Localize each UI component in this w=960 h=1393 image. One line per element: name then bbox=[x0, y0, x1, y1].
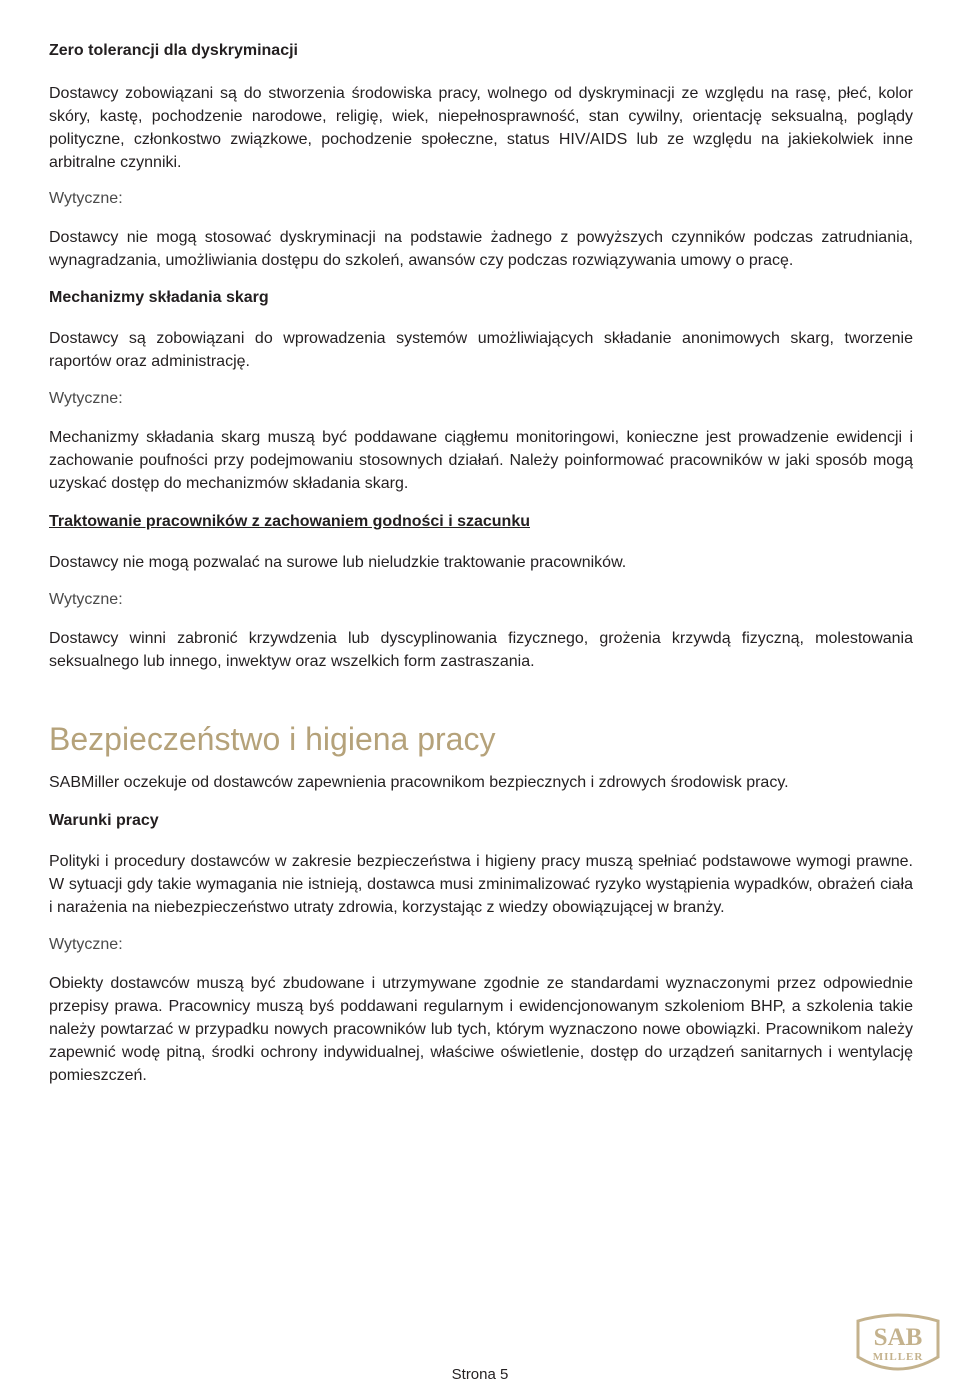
paragraph-complaints: Dostawcy są zobowiązani do wprowadzenia systemów umożliwiających składanie anonimowych skarg, tworzenie raportów oraz administrację. bbox=[49, 330, 913, 370]
logo-wordmark-sub: MILLER bbox=[872, 1351, 924, 1363]
paragraph-discrimination: Dostawcy zobowiązani są do stworzenia środowiska pracy, wolnego od dyskryminacji ze względu na rasę, płeć, kolor skóry, kastę, pochodzenie narodowe, religię, wiek, niepełnosprawność, stan cywilny, orientację seksualną, poglądy polityczne, członkostwo związkowe, pochodzenie społeczne, status HIV/AIDS lub ze względu na jakiekolwiek inne arbitralne czynniki. bbox=[49, 85, 913, 171]
guidelines-label: Wytyczne: bbox=[49, 591, 123, 608]
guidelines-working-conditions: Obiekty dostawców muszą być zbudowane i utrzymywane zgodnie ze standardami wyznaczonymi przez odpowiednie przepisy prawa. Pracownicy muszą byś poddawani regularnym i ewidencjonowanym szkoleniom BHP, a szkolenia takie należy powtarzać w przypadku nowych pracowników lub tych, którym wyznaczono nowe obowiązki. Pracownikom należy zapewnić wodę pitną, środki ochrony indywidualnej, właściwe oświetlenie, dostęp do urządzeń sanitarnych i wentylację pomieszczeń. bbox=[49, 975, 913, 1084]
page-number: Strona 5 bbox=[451, 1366, 509, 1383]
section-heading-complaints: Mechanizmy składania skarg bbox=[49, 289, 269, 306]
paragraph-health-safety-intro: SABMiller oczekuje od dostawców zapewnienia pracownikom bezpiecznych i zdrowych środowisk pracy. bbox=[49, 774, 789, 791]
section-heading-discrimination: Zero tolerancji dla dyskryminacji bbox=[49, 42, 298, 59]
section-heading-dignity: Traktowanie pracowników z zachowaniem godności i szacunku bbox=[49, 513, 530, 530]
guidelines-label: Wytyczne: bbox=[49, 390, 123, 407]
sabmiller-logo bbox=[852, 1313, 944, 1377]
guidelines-complaints: Mechanizmy składania skarg muszą być poddawane ciągłemu monitoringowi, konieczne jest prowadzenie ewidencji i zachowanie poufności przy podejmowaniu stosownych działań. Należy poinformować pracowników w jaki sposób mogą uzyskać dostęp do mechanizmów składania skarg. bbox=[49, 429, 913, 492]
logo-wordmark: SAB bbox=[873, 1324, 923, 1351]
guidelines-label: Wytyczne: bbox=[49, 936, 123, 953]
section-title-health-safety: Bezpieczeństwo i higiena pracy bbox=[49, 721, 496, 757]
section-heading-working-conditions: Warunki pracy bbox=[49, 812, 159, 829]
paragraph-dignity: Dostawcy nie mogą pozwalać na surowe lub nieludzkie traktowanie pracowników. bbox=[49, 554, 627, 571]
guidelines-label: Wytyczne: bbox=[49, 190, 123, 207]
guidelines-discrimination: Dostawcy nie mogą stosować dyskryminacji na podstawie żadnego z powyższych czynników podczas zatrudniania, wynagradzania, umożliwiania dostępu do szkoleń, awansów czy podczas rozwiązywania umowy o pracę. bbox=[49, 229, 913, 269]
guidelines-dignity: Dostawcy winni zabronić krzywdzenia lub dyscyplinowania fizycznego, grożenia krzywdą fizyczną, molestowania seksualnego lub innego, inwektyw oraz wszelkich form zastraszania. bbox=[49, 630, 913, 670]
paragraph-working-conditions: Polityki i procedury dostawców w zakresie bezpieczeństwa i higieny pracy muszą spełniać podstawowe wymogi prawne. W sytuacji gdy takie wymagania nie istnieją, dostawca musi zminimalizować ryzyko wystąpienia wypadków, obrażeń ciała i narażenia na niebezpieczeństwo utraty zdrowia, korzystając z wiedzy obowiązującej w branży. bbox=[49, 853, 913, 916]
document-page bbox=[49, 40, 913, 1087]
